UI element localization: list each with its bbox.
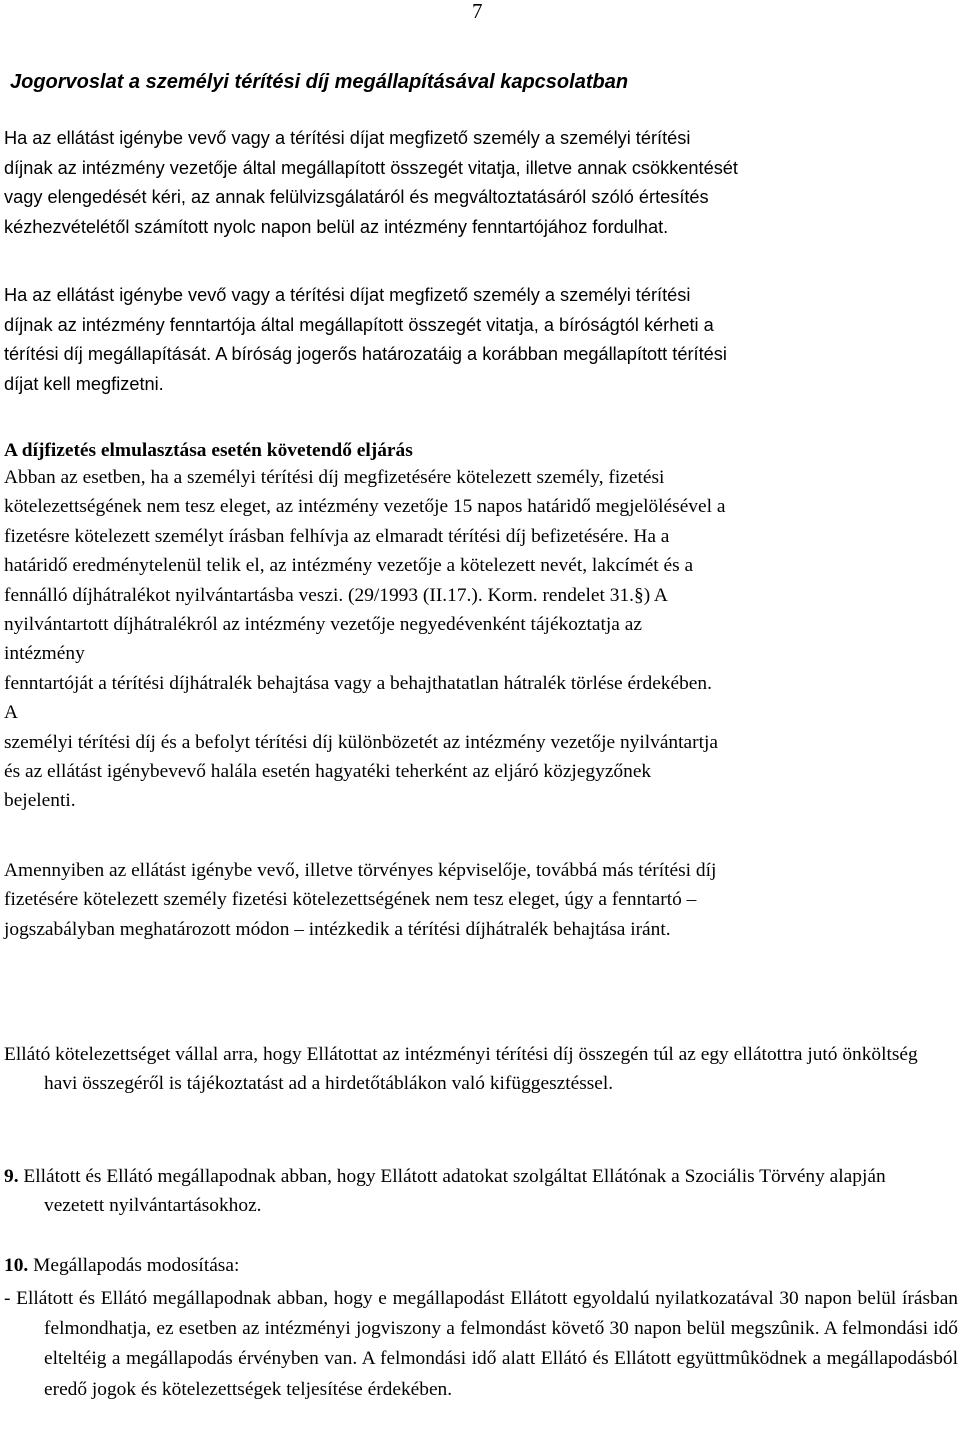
page-number: 7 (472, 0, 483, 23)
clause-10-title (4, 1251, 924, 1280)
text-line: bejelenti. (4, 790, 76, 812)
clause-number: 10. (4, 1255, 29, 1276)
text-line: fizetésre kötelezett személyt írásban felhívja az elmaradt térítési díj befizetésére. Ha a (4, 525, 670, 547)
clause-number: 9. (4, 1166, 19, 1187)
text-line: vagy elengedését kéri, az annak felülvizsgálatáról és megváltoztatásáról szóló értesítés (4, 187, 709, 207)
section-heading-default-procedure: A díjfizetés elmulasztása esetén követendő eljárás (4, 440, 413, 461)
paragraph-appeal-1 (4, 124, 960, 242)
text-line: nyilvántartott díjhátralékról az intézmény vezetője negyedévenként tájékoztatja az (4, 614, 642, 636)
text-line: kézhezvételétől számított nyolc napon belül az intézmény fenntartójához fordulhat. (4, 216, 669, 237)
text-line: jogszabályban meghatározott módon – intézkedik a térítési díjhátralék behajtása iránt. (4, 918, 671, 940)
text-line: fenntartóját a térítési díjhátralék behajtása vagy a behajthatatlan hátralék törlése érdekében. (4, 672, 712, 694)
paragraph-cost-information: Ellátó kötelezettséget vállal arra, hogy Ellátottat az intézményi térítési díj összegén túl az egy ellátottra jutó önköltség havi összegéről is tájékoztatást ad a hirdetőtáblákon való kifüggesztéssel. (4, 1044, 918, 1095)
text-line: személyi térítési díj és a befolyt térítési díj különbözetét az intézmény vezetője nyilvántartja (4, 731, 718, 753)
clause-text: Ellátott és Ellátó megállapodnak abban, hogy Ellátott adatokat szolgáltat Ellátónak a Szociális Törvény alapján vezetett nyilvántartásokhoz. (18, 1166, 886, 1217)
clause-9 (4, 1162, 924, 1221)
text-line: térítési díj megállapítását. A bíróság jogerős határozatáig a korábban megállapított térítési (4, 344, 727, 364)
text-line: határidő eredménytelenül telik el, az intézmény vezetője a kötelezett nevét, lakcímét és a (4, 555, 694, 577)
clause-10-bullet: - Ellátott és Ellátó megállapodnak abban, hogy e megállapodást Ellátott egyoldalú nyilatkozatával 30 napon belül írásban felmondhatja, ez esetben az intézményi jogviszony a felmondást követő 30 napon belül megszûnik. A felmondási idő elteltéig a megállapodás érvényben van. A felmondási idő alatt Ellátó és Ellátott együttmûködnek a megállapodásból eredő jogok és kötelezettségek teljesítése érdekében. (4, 1288, 958, 1400)
paragraph-enforcement (4, 856, 960, 944)
text-line: fennálló díjhátralékot nyilvántartásba veszi. (29/1993 (II.17.). Korm. rendelet 31.§) A (4, 584, 668, 606)
text-line: intézmény (4, 643, 85, 665)
paragraph-default-procedure (4, 463, 960, 816)
text-line: kötelezettségének nem tesz eleget, az intézmény vezetője 15 napos határidő megjelölésével a (4, 496, 726, 518)
text-line: Ha az ellátást igénybe vevő vagy a térítési díjat megfizető személy a személyi térítési (4, 128, 691, 148)
text-line: díjat kell megfizetni. (4, 373, 164, 394)
section-heading-appeal: Jogorvoslat a személyi térítési díj megállapításával kapcsolatban (10, 71, 629, 93)
paragraph-appeal-2 (4, 281, 960, 399)
text-line: Ha az ellátást igénybe vevő vagy a térítési díjat megfizető személy a személyi térítési (4, 285, 691, 305)
text-line: Amennyiben az ellátást igénybe vevő, illetve törvényes képviselője, továbbá más térítési díj (4, 860, 717, 881)
text-line: díjnak az intézmény vezetője által megállapított összegét vitatja, illetve annak csökkentését (4, 157, 738, 178)
text-line: fizetésére kötelezett személy fizetési kötelezettségének nem tesz eleget, úgy a fenntartó – (4, 889, 697, 911)
clause-text: Megállapodás modosítása: (28, 1255, 240, 1276)
text-line: és az ellátást igénybevevő halála esetén hagyatéki teherként az eljáró közjegyzőnek (4, 761, 652, 783)
text-line: A (4, 702, 19, 724)
text-line: díjnak az intézmény fenntartója által megállapított összegét vitatja, a bíróságtól kérheti a (4, 314, 714, 335)
text-line: Abban az esetben, ha a személyi térítési díj megfizetésére kötelezett személy, fizetési (4, 467, 665, 488)
